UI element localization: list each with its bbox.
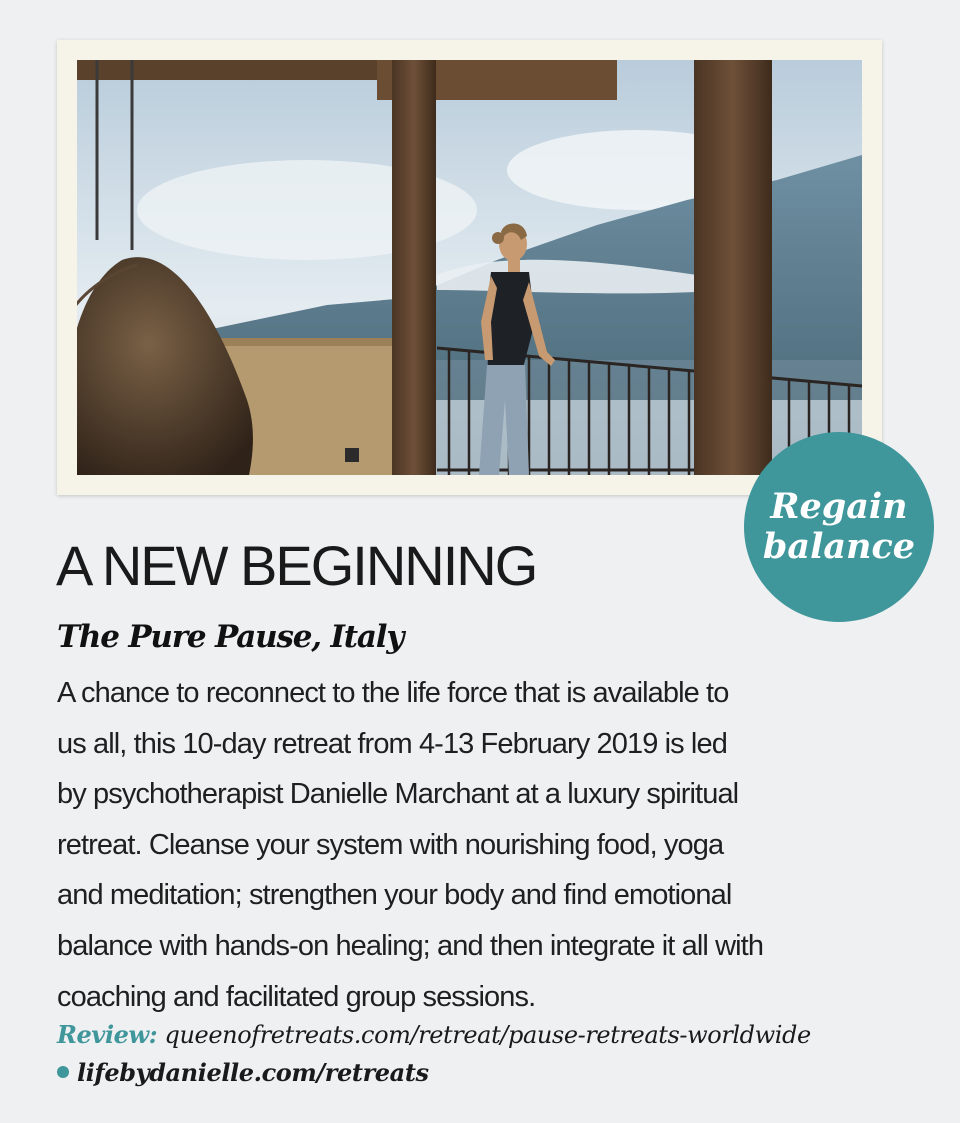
- body-line: and meditation; strengthen your body and find emotional: [57, 879, 732, 912]
- review-line: [57, 1020, 811, 1049]
- photo-frame: [57, 40, 882, 495]
- headline: A NEW BEGINNING: [56, 534, 537, 597]
- website-line: [57, 1058, 429, 1087]
- article-body: [57, 668, 917, 1022]
- review-link[interactable]: queenofretreats.com/retreat/pause-retreats-worldwide: [164, 1021, 811, 1049]
- body-line: coaching and facilitated group sessions.: [57, 980, 536, 1013]
- balcony-scene-image: [77, 60, 862, 475]
- body-line: retreat. Cleanse your system with nourishing food, yoga: [57, 828, 724, 861]
- body-line: by psychotherapist Danielle Marchant at a luxury spiritual: [57, 778, 739, 811]
- badge-line-2: balance: [762, 526, 916, 567]
- bullet-icon: [57, 1066, 69, 1078]
- body-line: A chance to reconnect to the life force that is available to: [57, 677, 729, 709]
- subhead: The Pure Pause, Italy: [57, 619, 404, 655]
- review-label: Review:: [57, 1020, 158, 1049]
- website-link[interactable]: lifebydanielle.com/retreats: [77, 1058, 429, 1087]
- badge-line-1: Regain: [770, 486, 908, 527]
- regain-balance-badge: [744, 432, 934, 622]
- retreat-photo: [77, 60, 862, 475]
- body-line: balance with hands-on healing; and then integrate it all with: [57, 929, 764, 962]
- body-line: us all, this 10-day retreat from 4-13 February 2019 is led: [57, 727, 727, 760]
